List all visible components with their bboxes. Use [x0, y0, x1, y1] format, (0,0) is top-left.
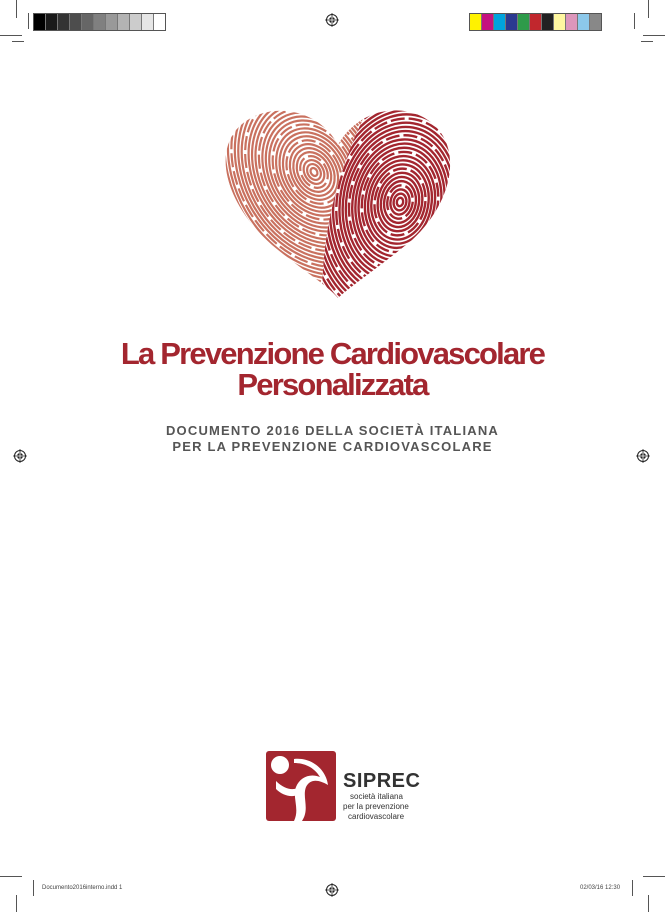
registration-mark-icon	[325, 13, 339, 27]
color-swatch	[470, 14, 482, 30]
logo-tagline-3: cardiovascolare	[348, 812, 405, 821]
fingerprint-ridge	[309, 167, 319, 177]
gray-swatch	[58, 14, 70, 30]
crop-mark	[643, 876, 665, 877]
crop-mark	[634, 13, 635, 29]
crop-mark	[632, 880, 633, 896]
crop-mark	[12, 41, 24, 42]
slug-filename: Documento2016interno.indd 1	[42, 885, 123, 891]
gray-swatch	[46, 14, 58, 30]
document-subtitle-line2: PER LA PREVENZIONE CARDIOVASCOLARE	[172, 439, 493, 454]
fingerprint-ridge	[275, 130, 352, 213]
document-title-line1: La Prevenzione Cardiovascolare	[120, 336, 545, 371]
color-swatch	[506, 14, 518, 30]
logo-tagline-1: società italiana	[350, 792, 403, 801]
crop-mark	[16, 0, 17, 18]
siprec-logo-icon	[266, 751, 336, 821]
color-swatch	[566, 14, 578, 30]
gray-swatch	[106, 14, 118, 30]
gray-swatch	[34, 14, 46, 30]
logo-name: SIPREC	[343, 770, 421, 792]
gray-swatch	[142, 14, 154, 30]
crop-mark	[33, 880, 34, 896]
fingerprint-ridge	[266, 120, 363, 224]
color-swatch	[494, 14, 506, 30]
gray-swatch	[94, 14, 106, 30]
gray-swatch	[70, 14, 82, 30]
fingerprint-ridge	[300, 156, 329, 187]
fingerprint-ridge	[389, 188, 412, 216]
slug-timestamp: 02/03/16 12:30	[580, 885, 621, 891]
color-swatch	[518, 14, 530, 30]
crop-mark	[648, 895, 649, 912]
color-swatch	[530, 14, 542, 30]
gray-color-bar	[33, 13, 166, 31]
color-swatch	[590, 14, 601, 30]
fingerprint-heart-illustration	[222, 100, 454, 300]
crop-mark	[16, 895, 17, 912]
fingerprint-ridge	[396, 197, 404, 206]
registration-mark-icon	[325, 883, 339, 897]
fingerprint-ridge	[392, 193, 407, 212]
color-swatch	[554, 14, 566, 30]
crop-mark	[0, 35, 22, 36]
document-title-line2: Personalizzata	[237, 367, 428, 402]
crop-mark	[28, 13, 29, 29]
crop-mark	[648, 0, 649, 18]
color-swatch	[482, 14, 494, 30]
crop-mark	[643, 35, 665, 36]
crop-mark	[0, 876, 22, 877]
crop-mark	[641, 41, 653, 42]
gray-swatch	[118, 14, 130, 30]
gray-swatch	[154, 14, 165, 30]
document-subtitle-line1: DOCUMENTO 2016 DELLA SOCIETÀ ITALIANA	[165, 423, 500, 438]
gray-swatch	[82, 14, 94, 30]
gray-swatch	[130, 14, 142, 30]
process-color-bar	[469, 13, 602, 31]
color-swatch	[542, 14, 554, 30]
color-swatch	[578, 14, 590, 30]
logo-tagline-2: per la prevenzione	[343, 802, 409, 811]
